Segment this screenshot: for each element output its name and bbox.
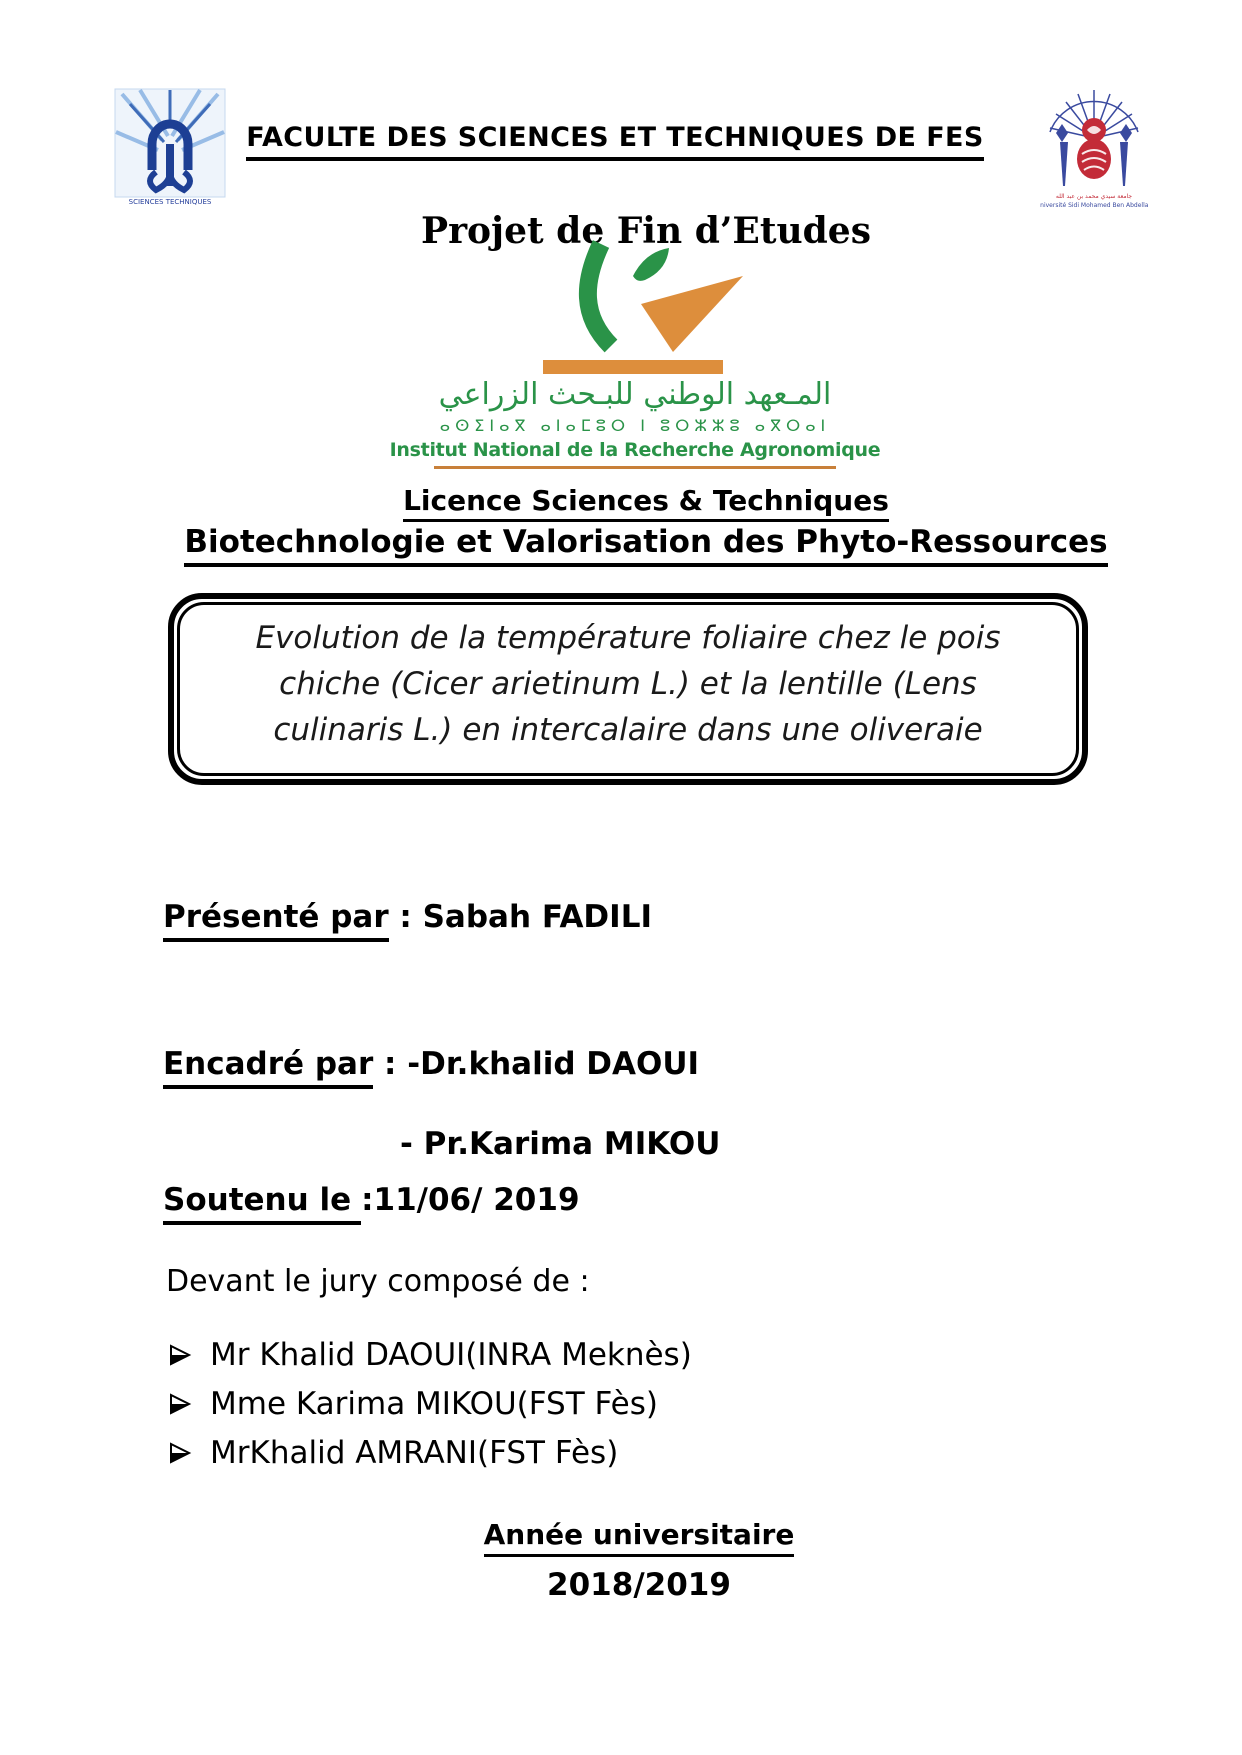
jury-member-row <box>168 1338 692 1372</box>
presented-by-line <box>163 899 652 935</box>
academic-year-block <box>18 1518 1242 1603</box>
fst-logo-icon <box>114 88 226 208</box>
degree-program <box>25 484 1242 517</box>
project-title: Projet de Fin d’Etudes <box>421 210 871 252</box>
faculty-title-text: FACULTE DES SCIENCES ET TECHNIQUES DE FES <box>246 122 983 161</box>
jury-member-row <box>168 1436 692 1470</box>
degree-specialty <box>25 524 1242 560</box>
usmba-caption-arabic: جامعة سيدي محمد بن عبد الله <box>1055 193 1133 200</box>
faculty-title <box>225 122 1005 153</box>
usmba-caption-french: Université Sidi Mohamed Ben Abdellah <box>1040 202 1148 209</box>
inra-name-arabic: المـعهد الوطني للبـحث الزراعي <box>438 377 832 412</box>
supervised-by-line <box>163 1046 699 1082</box>
thesis-title-line: chiche (Cicer arietinum L.) et la lentille (Lens <box>279 666 977 702</box>
degree-specialty-text: Biotechnologie et Valorisation des Phyto-Ressources <box>184 524 1107 567</box>
thesis-title <box>174 599 1082 779</box>
fst-logo <box>114 88 226 212</box>
thesis-title-line: culinaris L.) en intercalaire dans une oliveraie <box>273 712 983 748</box>
academic-year-value: 2018/2019 <box>547 1567 731 1603</box>
jury-intro: Devant le jury composé de : <box>166 1264 590 1299</box>
defense-date-value: :11/06/ 2019 <box>361 1182 580 1218</box>
presented-by-label: Présenté par <box>163 899 389 942</box>
inra-name-tifinagh: ⴰⵙⵉⵏⴰⴳ ⴰⵏⴰⵎⵓⵔ ⵏ ⵓⵔⵣⵣⵓ ⴰⴳⵔⴰⵏ <box>439 416 831 435</box>
defense-date-line <box>163 1182 580 1218</box>
fst-logo-caption: SCIENCES TECHNIQUES <box>128 198 212 206</box>
student-name: Sabah FADILI <box>422 899 652 935</box>
degree-program-text: Licence Sciences & Techniques <box>403 484 889 522</box>
inra-rule <box>434 466 836 469</box>
supervised-by-label: Encadré par <box>163 1046 373 1089</box>
jury-bullet-icon <box>168 1392 192 1416</box>
inra-name-french: Institut National de la Recherche Agronomique <box>389 439 881 461</box>
academic-year-label: Année universitaire <box>484 1518 795 1557</box>
jury-bullet-icon <box>168 1343 192 1367</box>
supervisor-1-name: -Dr.khalid DAOUI <box>407 1046 700 1082</box>
inra-logo-icon <box>515 240 755 374</box>
presented-by-separator: : <box>388 899 423 935</box>
thesis-title-line: Evolution de la température foliaire chez le pois <box>255 620 1001 656</box>
jury-member-name: MrKhalid AMRANI(FST Fès) <box>210 1435 619 1471</box>
supervised-by-separator: : <box>373 1046 408 1082</box>
thesis-title-box <box>168 593 1088 785</box>
defense-date-label: Soutenu le <box>163 1182 361 1225</box>
jury-list <box>168 1338 692 1485</box>
jury-bullet-icon <box>168 1441 192 1465</box>
jury-member-row <box>168 1387 692 1421</box>
usmba-logo <box>1040 86 1148 218</box>
jury-member-name: Mr Khalid DAOUI(INRA Meknès) <box>210 1337 692 1373</box>
usmba-logo-icon <box>1040 86 1148 214</box>
supervisor-2-name: - Pr.Karima MIKOU <box>400 1126 721 1162</box>
inra-logo <box>14 240 1242 469</box>
jury-member-name: Mme Karima MIKOU(FST Fès) <box>210 1386 658 1422</box>
